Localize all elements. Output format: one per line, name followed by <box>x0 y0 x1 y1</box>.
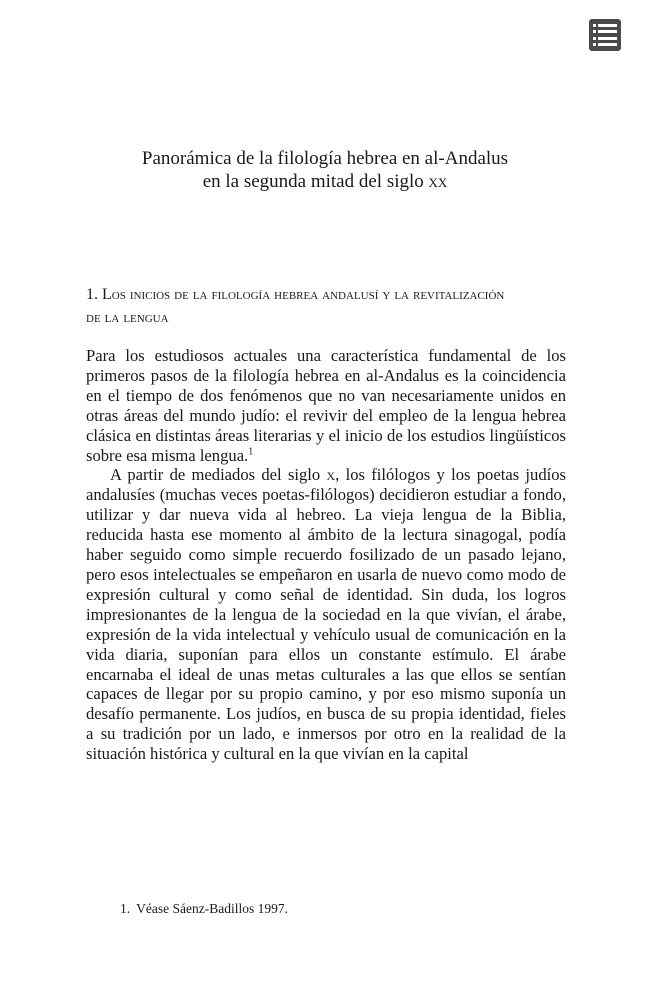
paragraph-2 <box>86 465 566 764</box>
section-heading-line-2: de la lengua <box>86 309 169 326</box>
chapter-title-century: xx <box>428 171 448 192</box>
menu-line <box>593 37 617 40</box>
chapter-title-line-2 <box>0 170 650 193</box>
footnote-number: 1. <box>120 901 131 916</box>
footnote-text: Véase Sáenz-Badillos 1997. <box>136 901 288 916</box>
paragraph-2-prefix: A partir de mediados del siglo <box>110 465 327 485</box>
chapter-title <box>0 147 650 193</box>
paragraph-2-text: , los filólogos y los poetas judíos andalusíes (muchas veces poetas-filólogos) decidieron estudiar a fondo, utilizar y dar nueva vida al hebreo. La vieja lengua de la Biblia, reducida hasta ese momento al ámbito de la lectura sinagogal, podía haber seguido como simple recuerdo fosilizado de un pasado lejano, pero esos intelectuales se empeñaron en usarla de nuevo como modo de expresión cultural y como señal de identidad. Sin duda, los logros impresionantes de la lengua de la sociedad en la que vivían, el árabe, expresión de la vida intelectual y vehículo usual de comunicación en la vida diaria, suponían para ellos un constante estímulo. El árabe encarnaba el ideal de unas metas culturales a las que ellos se sentían capaces de llegar por su propio camino, y por eso mismo suponía un desafío permanente. Los judíos, en busca de su propia identidad, fieles a su tradición por un lado, e inmersos por otro en la realidad de la situación histórica y cultural en la que vivían en la capital <box>86 465 566 764</box>
body-text <box>86 346 566 764</box>
menu-line <box>593 24 617 27</box>
list-menu-icon[interactable] <box>589 19 621 51</box>
chapter-title-line-2-prefix: en la segunda mitad del siglo <box>202 171 429 192</box>
footnote <box>120 900 288 918</box>
footnote-reference[interactable]: 1 <box>248 446 254 457</box>
menu-line <box>593 43 617 46</box>
chapter-title-line-1: Panorámica de la filología hebrea en al-Andalus <box>141 148 509 169</box>
section-heading-line-1: 1. Los inicios de la filología hebrea andalusí y la revitalización <box>86 286 505 303</box>
paragraph-1 <box>86 346 566 465</box>
paragraph-1-text: Para los estudiosos actuales una característica fundamental de los primeros pasos de la filología hebrea en al-Andalus es la coincidencia en el tiempo de dos fenómenos que no van necesariamente unidos en otras áreas del mundo judío: el revivir del empleo de la lengua hebrea clásica en distintas áreas literarias y el inicio de los estudios lingüísticos sobre esa misma lengua. <box>86 346 566 465</box>
paragraph-2-century: x <box>326 465 336 485</box>
section-heading <box>86 283 566 329</box>
menu-line <box>593 30 617 33</box>
